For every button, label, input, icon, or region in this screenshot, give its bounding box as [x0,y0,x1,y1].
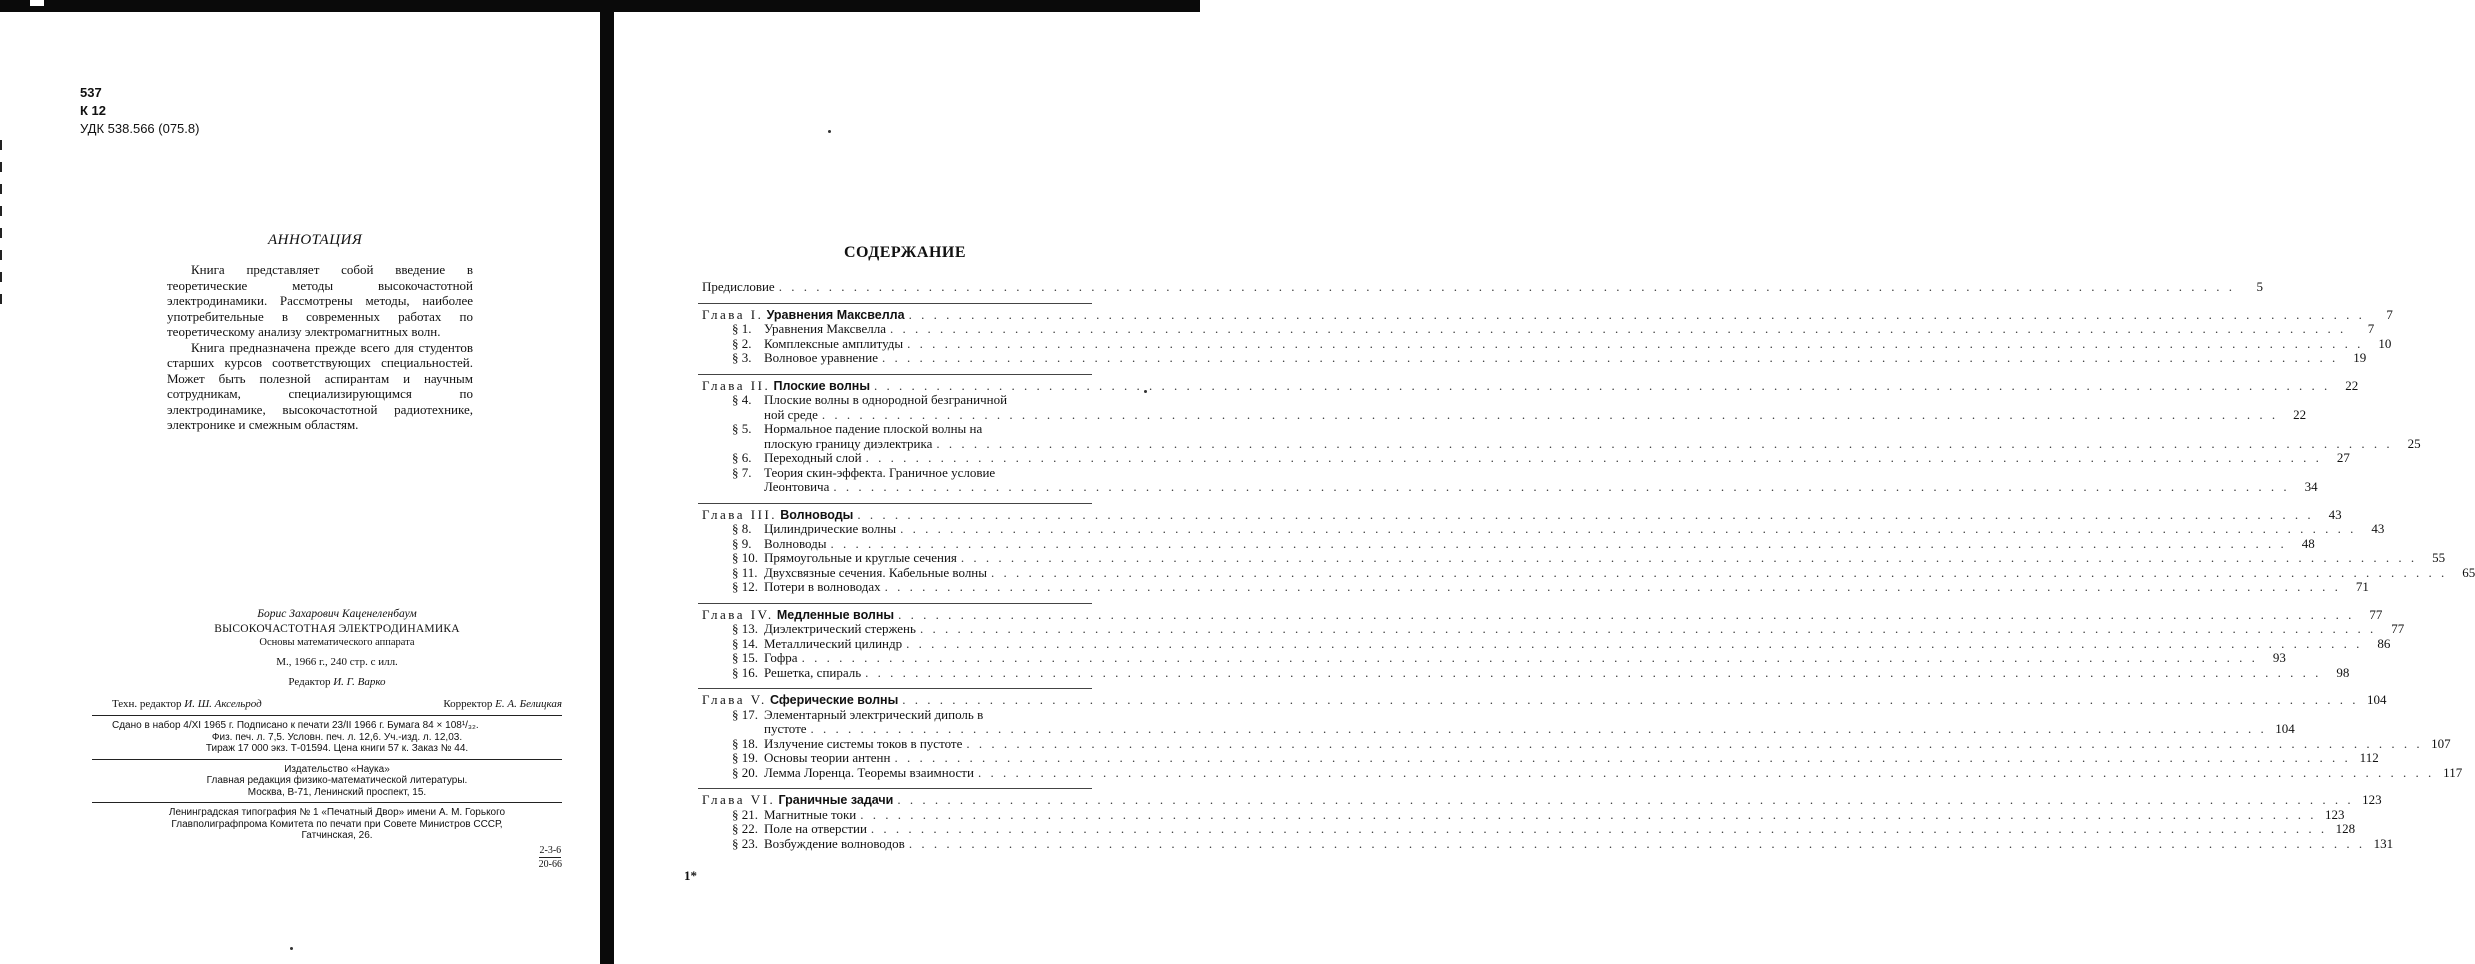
section-page: 107 [2431,735,2451,751]
section-title-line-1: Теория скин-эффекта. Граничное условие [764,464,996,480]
toc-section[interactable] [702,806,2345,823]
section-title-line-1: Элементарный электрический диполь в [764,706,984,722]
scan-speck [290,947,293,950]
section-number: § 7. [732,464,752,480]
section-title: Комплексные амплитуды [764,335,904,351]
printer-line-3: Гатчинская, 26. [301,830,373,841]
imprint-subtitle: Основы математического аппарата [259,637,415,648]
toc-section[interactable] [702,621,2405,637]
section-title: Цилиндрические волны [764,521,897,536]
udc-code-2: К 12 [80,103,107,118]
publisher-line-3: Москва, В-71, Ленинский проспект, 15. [247,786,427,798]
section-title-line-1: Плоские волны в однородной безграничной [764,392,1008,407]
section-title: Магнитные токи [764,806,857,822]
catalog-code-top: 2-3-6 [539,844,562,856]
toc-section[interactable] [702,579,2369,595]
section-title: Решетка, спираль [764,664,862,680]
toc-preface[interactable] [702,279,2263,295]
annotation-paragraph-2: Книга предназначена прежде всего для студентов старших курсов соответствующих специальностей. Может быть полезной аспирантам и научным сотрудникам, специализирующимся по электродинамике, высокочастотной радиотехнике, электронике и смежным областям. [167,339,473,432]
print-line-3: Тираж 17 000 экз. Т-01594. Цена книги 57 к. Заказ № 44. [205,743,469,754]
corrector-label: Корректор [443,698,493,710]
toc-title: СОДЕРЖАНИЕ [844,244,967,261]
section-page: 34 [2304,479,2318,494]
toc-section[interactable] [702,650,2286,666]
toc-section[interactable] [702,835,2394,852]
annotation-text [167,262,473,433]
section-page: 86 [2377,635,2391,651]
chapter-page: 7 [2386,306,2393,322]
toc-section[interactable] [702,464,2318,495]
section-number: § 19. [732,750,758,765]
table-of-contents [702,279,2475,851]
chapter-page: 104 [2367,692,2387,707]
section-title: Возбуждение волноводов [764,835,905,851]
chapter-page: 22 [2345,377,2359,393]
section-title: Волновое уравнение [764,350,878,365]
section-page: 25 [2407,435,2421,451]
page-folio: 1* [684,868,697,883]
toc-chapter [698,688,2463,780]
toc-chapter-heading[interactable] [702,792,2382,808]
toc-section[interactable] [702,821,2356,837]
section-number: § 23. [732,835,758,851]
section-number: § 9. [732,535,752,551]
section-page: 43 [2371,521,2385,536]
toc-chapter [698,303,2393,366]
chapter-name: Уравнения Максвелла [766,307,905,322]
section-title-line-2: плоскую границу диэлектрика [764,435,933,451]
chapter-page: 43 [2328,506,2342,522]
section-number: § 15. [732,650,758,665]
section-number: § 14. [732,635,758,651]
scan-notch [30,0,44,6]
chapter-name: Медленные волны [776,607,895,622]
toc-chapter-heading[interactable] [702,506,2342,523]
chapter-page: 123 [2362,792,2382,807]
section-page: 104 [2275,721,2295,736]
toc-section[interactable] [702,664,2350,681]
section-title: Основы теории антенн [764,750,891,765]
toc-section[interactable] [702,750,2379,766]
toc-preface-label: Предисловие [702,279,775,294]
udk-code: УДК 538.566 (075.8) [80,121,200,136]
toc-section[interactable] [702,421,2421,451]
section-number: § 22. [732,821,758,836]
toc-section[interactable] [702,706,2295,737]
section-number: § 2. [732,335,752,351]
toc-section[interactable] [702,564,2475,581]
section-number: § 11. [732,564,758,580]
chapter-prefix: Глава V. [702,692,767,707]
chapter-prefix: Глава II. [702,377,771,393]
section-title: Потери в волноводах [764,579,881,594]
section-number: § 21. [732,806,758,822]
tech-editor [112,698,262,711]
section-title-line-2: Леонтовича [764,479,830,494]
imprint-staff-row [112,698,562,711]
section-title: Поле на отверстии [764,821,867,836]
toc-chapter-heading[interactable] [702,606,2383,623]
section-number: § 1. [732,321,752,336]
tech-editor-label: Техн. редактор [112,698,182,710]
toc-chapter-heading[interactable] [702,692,2387,708]
toc-chapter [698,503,2475,595]
toc-section[interactable] [702,321,2375,337]
imprint-divider-2 [92,759,562,760]
annotation-title: АННОТАЦИЯ [268,232,363,248]
section-title: Прямоугольные и круглые сечения [764,550,957,565]
chapter-prefix: Глава I. [702,306,764,322]
toc-chapter [698,374,2421,495]
toc-chapter-heading[interactable] [702,377,2359,394]
section-title-line-2: ной среде [764,406,818,422]
section-title: Уравнения Максвелла [764,321,887,336]
section-number: § 5. [732,421,752,436]
publisher-line-1: Издательство «Наука» [284,763,390,775]
imprint-author: Борис Захарович Каценеленбаум [257,608,417,620]
imprint-divider-3 [92,802,562,803]
toc-section[interactable] [702,550,2446,566]
section-number: § 18. [732,735,758,751]
toc-section[interactable] [702,450,2350,466]
corrector [443,698,562,711]
toc-section[interactable] [702,764,2463,781]
print-line-2: Физ. печ. л. 7,5. Условн. печ. л. 12,6. Уч.-изд. л. 12,03. [211,731,463,743]
catalog-code [112,844,562,871]
section-page: 117 [2443,764,2463,780]
section-page: 7 [2367,321,2375,336]
chapter-prefix: Глава IV. [702,606,774,622]
scan-speck [828,130,831,133]
section-page: 71 [2355,579,2369,594]
imprint-title: ВЫСОКОЧАСТОТНАЯ ЭЛЕКТРОДИНАМИКА [214,623,460,635]
chapter-prefix: Глава VI. [702,792,776,807]
toc-section[interactable] [702,392,2307,422]
udc-code-1: 537 [80,85,102,100]
section-title: Металлический цилиндр [764,635,903,651]
imprint-divider-1 [92,715,562,716]
toc-section[interactable] [702,535,2315,552]
section-number: § 16. [732,664,758,680]
catalog-code-bottom: 20-66 [538,858,562,870]
section-page: 19 [2353,350,2367,365]
section-number: § 8. [732,521,752,536]
section-title: Лемма Лоренца. Теоремы взаимности [764,764,974,780]
section-number: § 12. [732,579,758,594]
toc-chapter [698,603,2405,681]
imprint-pubinfo: М., 1966 г., 240 стр. с илл. [276,656,398,668]
left-page [0,12,600,964]
section-page: 65 [2462,564,2475,580]
section-title: Излучение системы токов в пустоте [764,735,963,751]
section-page: 128 [2335,821,2356,836]
section-number: § 4. [732,392,752,407]
imprint-editor [112,676,562,689]
toc-section[interactable] [702,735,2451,752]
book-gutter [600,0,614,964]
section-number: § 3. [732,350,752,365]
toc-section[interactable] [702,350,2367,366]
section-title: Переходный слой [764,450,862,465]
chapter-name: Сферические волны [770,693,899,707]
print-line-1: Сдано в набор 4/XI 1965 г. Подписано к печати 23/II 1966 г. Бумага 84 × 108¹/₃₂. [112,720,479,731]
chapter-page: 77 [2369,606,2383,622]
section-title-line-2: пустоте [764,721,807,736]
section-page: 123 [2325,806,2345,822]
section-page: 131 [2373,835,2394,851]
section-page: 98 [2336,664,2350,680]
section-page: 27 [2336,450,2350,465]
toc-section[interactable] [702,635,2391,652]
chapter-prefix: Глава III. [702,506,778,522]
toc-preface-page: 5 [2256,279,2263,294]
corrector-name: Е. А. Белицкая [495,698,562,710]
section-page: 112 [2359,750,2379,765]
editor-label: Редактор [288,676,331,688]
section-number: § 17. [732,706,758,722]
section-number: § 13. [732,621,758,636]
section-page: 22 [2293,406,2307,422]
annotation-paragraph-1: Книга представляет собой введение в теоретические методы высокочастотной электродинамики. Рассмотрены методы, наиболее употребительные в современных работах по теоретическому анализу электромагнитных волн. [167,262,473,339]
section-page: 77 [2391,621,2405,636]
toc-chapter-heading[interactable] [702,306,2393,323]
section-page: 48 [2301,535,2315,551]
section-number: § 20. [732,764,758,780]
section-number: § 10. [732,550,758,565]
editor-name: И. Г. Варко [333,676,386,688]
section-title-line-1: Нормальное падение плоской волны на [764,421,983,436]
right-page [614,12,2475,964]
toc-section[interactable] [702,521,2385,537]
section-title: Гофра [764,650,798,665]
printer-line-1: Ленинградская типография № 1 «Печатный Двор» имени А. М. Горького [168,807,506,818]
section-title: Двухсвязные сечения. Кабельные волны [764,564,987,580]
chapter-name: Волноводы [780,507,854,522]
publisher-line-2: Главная редакция физико-математической литературы. [206,775,468,786]
toc-section[interactable] [702,335,2392,352]
section-page: 55 [2432,550,2446,565]
chapter-name: Граничные задачи [778,793,894,807]
udc-block [80,84,199,138]
printer-line-2: Главполиграфпрома Комитета по печати при Совете Министров СССР, [171,818,503,830]
section-page: 10 [2378,335,2392,351]
section-title: Диэлектрический стержень [764,621,916,636]
chapter-name: Плоские волны [773,378,871,393]
tech-editor-name: И. Ш. Аксельрод [184,698,262,710]
section-page: 93 [2272,650,2286,665]
section-number: § 6. [732,450,752,465]
toc-chapter [698,788,2394,851]
section-title: Волноводы [764,535,827,551]
imprint-block [112,608,562,871]
